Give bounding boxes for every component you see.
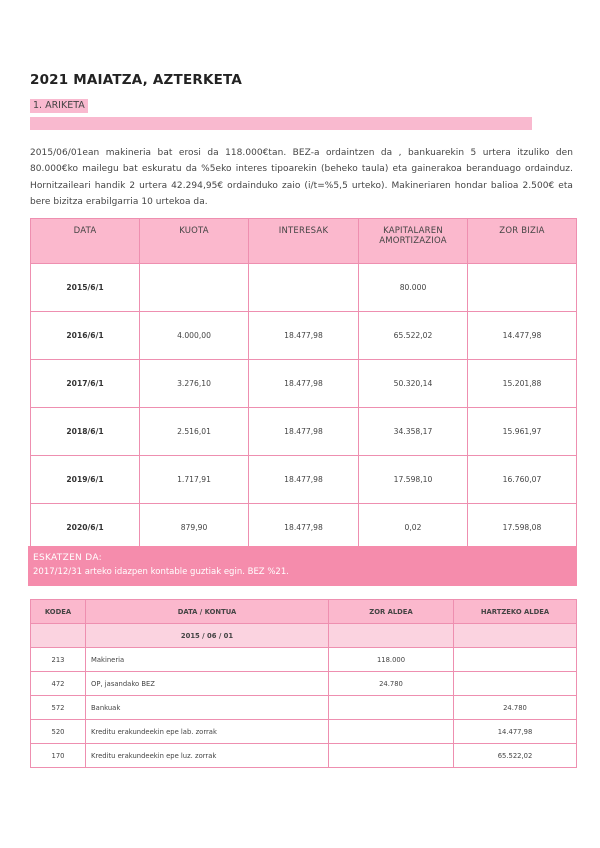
journal-table: [30, 599, 577, 768]
table-row: [31, 720, 577, 744]
cell-account: Kreditu erakundeekin epe luz. zorrak: [86, 744, 329, 768]
journal-header: [31, 600, 577, 624]
page-title: 2021 MAIATZA, AZTERKETA: [30, 72, 243, 88]
cell-code: 170: [31, 744, 86, 768]
cell-credit: [454, 672, 577, 696]
cell-date: 2016/6/1: [31, 312, 140, 360]
date-row-credit: [454, 624, 577, 648]
header-interesak: INTERESAK: [249, 219, 359, 264]
cell-credit: [454, 648, 577, 672]
cell-amortizazioa: 65.522,02: [359, 312, 468, 360]
header-amortizazioa: KAPITALAREN AMORTIZAZIOA: [359, 219, 468, 264]
cell-kuota: 4.000,00: [140, 312, 249, 360]
cell-code: 472: [31, 672, 86, 696]
loan-table-header: [31, 219, 577, 264]
date-row-debit: [329, 624, 454, 648]
request-box: [28, 546, 577, 586]
table-row: [31, 744, 577, 768]
cell-credit: 24.780: [454, 696, 577, 720]
cell-debit: [329, 720, 454, 744]
cell-kuota: 3.276,10: [140, 360, 249, 408]
loan-table: [30, 218, 577, 552]
cell-date: 2020/6/1: [31, 504, 140, 552]
table-row: [31, 696, 577, 720]
cell-interesak: 18.477,98: [249, 312, 359, 360]
cell-account: Makineria: [86, 648, 329, 672]
cell-date: 2018/6/1: [31, 408, 140, 456]
cell-code: 520: [31, 720, 86, 744]
header-kodea: KODEA: [31, 600, 86, 624]
header-data: DATA: [31, 219, 140, 264]
cell-interesak: [249, 264, 359, 312]
table-row: [31, 672, 577, 696]
cell-interesak: 18.477,98: [249, 360, 359, 408]
cell-code: 213: [31, 648, 86, 672]
cell-account: Kreditu erakundeekin epe lab. zorrak: [86, 720, 329, 744]
table-row: [31, 456, 577, 504]
header-hartzeko-aldea: HARTZEKO ALDEA: [454, 600, 577, 624]
table-row: [31, 504, 577, 552]
header-data-kontua: DATA / KONTUA: [86, 600, 329, 624]
cell-zor-bizia: 16.760,07: [468, 456, 577, 504]
cell-kuota: 2.516,01: [140, 408, 249, 456]
exercise-statement: 2015/06/01ean makineria bat erosi da 118.000€tan. BEZ-a ordaintzen da , bankuarekin 5 urtera itzuliko den 80.000€ko mailegu bat eskuratu da %5eko interes tipoarekin (beheko taula) eta gainerakoa beranduago ordainduz. Hornitzaileari handik 2 urtera 42.294,95€ ordainduko zaio (i/t=%5,5 urteko). Makineriaren hondar balioa 2.500€ eta bere bizitza erabilgarria 10 urtekoa da.: [30, 148, 573, 207]
table-row: [31, 264, 577, 312]
date-row-code: [31, 624, 86, 648]
cell-zor-bizia: 15.961,97: [468, 408, 577, 456]
section-label: 1. ARIKETA: [30, 99, 88, 113]
section-bar: [30, 117, 532, 130]
cell-kuota: [140, 264, 249, 312]
cell-zor-bizia: [468, 264, 577, 312]
cell-debit: [329, 744, 454, 768]
cell-credit: 14.477,98: [454, 720, 577, 744]
cell-zor-bizia: 15.201,88: [468, 360, 577, 408]
journal-date: 2015 / 06 / 01: [86, 624, 329, 648]
header-zor-aldea: ZOR ALDEA: [329, 600, 454, 624]
table-row: [31, 360, 577, 408]
table-row: [31, 312, 577, 360]
cell-zor-bizia: 17.598,08: [468, 504, 577, 552]
cell-amortizazioa: 0,02: [359, 504, 468, 552]
journal-date-row: [31, 624, 577, 648]
cell-account: OP, jasandako BEZ: [86, 672, 329, 696]
request-heading: ESKATZEN DA:: [33, 553, 102, 563]
cell-amortizazioa: 34.358,17: [359, 408, 468, 456]
header-kuota: KUOTA: [140, 219, 249, 264]
cell-interesak: 18.477,98: [249, 456, 359, 504]
cell-interesak: 18.477,98: [249, 504, 359, 552]
cell-debit: 24.780: [329, 672, 454, 696]
table-row: [31, 648, 577, 672]
cell-amortizazioa: 17.598,10: [359, 456, 468, 504]
header-zor-bizia: ZOR BIZIA: [468, 219, 577, 264]
request-body: 2017/12/31 arteko idazpen kontable guztiak egin. BEZ %21.: [33, 567, 289, 577]
cell-credit: 65.522,02: [454, 744, 577, 768]
cell-date: 2019/6/1: [31, 456, 140, 504]
cell-amortizazioa: 50.320,14: [359, 360, 468, 408]
cell-kuota: 879,90: [140, 504, 249, 552]
cell-date: 2015/6/1: [31, 264, 140, 312]
cell-interesak: 18.477,98: [249, 408, 359, 456]
cell-kuota: 1.717,91: [140, 456, 249, 504]
table-row: [31, 408, 577, 456]
cell-date: 2017/6/1: [31, 360, 140, 408]
cell-debit: [329, 696, 454, 720]
cell-code: 572: [31, 696, 86, 720]
cell-debit: 118.000: [329, 648, 454, 672]
cell-account: Bankuak: [86, 696, 329, 720]
cell-amortizazioa: 80.000: [359, 264, 468, 312]
cell-zor-bizia: 14.477,98: [468, 312, 577, 360]
